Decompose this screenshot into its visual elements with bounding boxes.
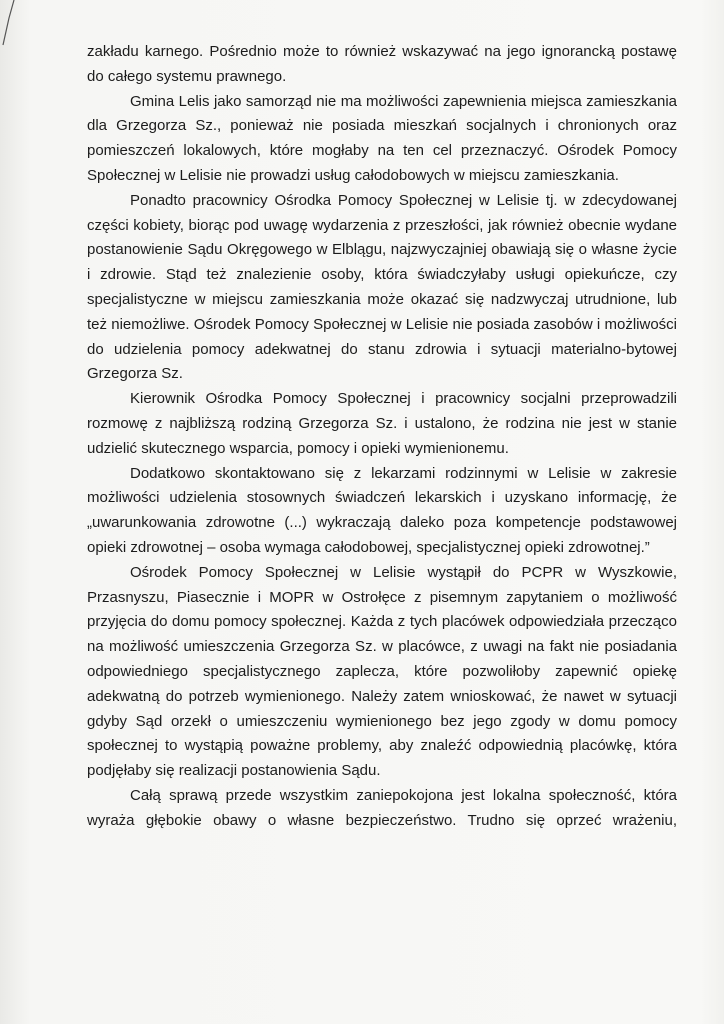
- paragraph-spolecznosc: Całą sprawą przede wszystkim zaniepokojona jest lokalna społeczność, która wyraża głębokie obawy o własne bezpieczeństwo. Trudno się oprzeć wrażeniu,: [87, 786, 677, 829]
- paragraph-gmina: Gmina Lelis jako samorząd nie ma możliwości zapewnienia miejsca zamieszkania dla Grzegorza Sz., ponieważ nie posiada mieszkań socjalnych i chronionych oraz pomieszczeń lokalowych, które mogłaby na ten cel przeznaczyć. Ośrodek Pomocy Społecznej w Lelisie nie prowadzi usług całodobowych w miejscu zamieszkania.: [87, 92, 677, 184]
- page-edge-mark: [0, 0, 30, 50]
- paragraph-lekarze: Dodatkowo skontaktowano się z lekarzami rodzinnymi w Lelisie w zakresie możliwości udzielenia stosownych świadczeń lekarskich i uzyskano informację, że „uwarunkowania zdrowotne (...) wykraczają daleko poza kompetencje podstawowej opieki zdrowotnej – osoba wymaga całodobowej, specjalistycznej opieki zdrowotnej.”: [87, 464, 677, 556]
- paragraph-pcpr: Ośrodek Pomocy Społecznej w Lelisie wystąpił do PCPR w Wyszkowie, Przasnyszu, Piasecznie i MOPR w Ostrołęce z pisemnym zapytaniem o możliwość przyjęcia do domu pomocy społecznej. Każda z tych placówek odpowiedziała przecząco na możliwość umieszczenia Grzegorza Sz. w placówce, z uwagi na fakt nie posiadania odpowiedniego specjalistycznego zaplecza, które pozwoliłoby zapewnić opiekę adekwatną do potrzeb wymienionego. Należy zatem wnioskować, że nawet w sytuacji gdyby Sąd orzekł o umieszczeniu wymienionego bez jego zgody w domu pomocy społecznej to wystąpią poważne problemy, aby znaleźć odpowiednią placówkę, która podjęłaby się realizacji postanowienia Sądu.: [87, 563, 677, 780]
- paragraph-pracownicy: Ponadto pracownicy Ośrodka Pomocy Społecznej w Lelisie tj. w zdecydowanej części kobiety, biorąc pod uwagę wydarzenia z przeszłości, jak również obecnie wydane postanowienie Sądu Okręgowego w Elblągu, najzwyczajniej obawiają się o własne życie i zdrowie. Stąd też znalezienie osoby, która świadczyłaby usługi opiekuńcze, czy specjalistyczne w miejscu zamieszkania może okazać się nadzwyczaj utrudnione, lub też niemożliwe. Ośrodek Pomocy Społecznej w Lelisie nie posiada zasobów i możliwości do udzielenia pomocy adekwatnej do stanu zdrowia i sytuacji materialno-bytowej Grzegorza Sz.: [87, 191, 677, 383]
- document-body: [87, 40, 677, 834]
- paragraph-kierownik: Kierownik Ośrodka Pomocy Społecznej i pracownicy socjalni przeprowadzili rozmowę z najbliższą rodziną Grzegorza Sz. i ustalono, że rodzina nie jest w stanie udzielić skutecznego wsparcia, pomocy i opieki wymienionemu.: [87, 390, 677, 457]
- paragraph-continuation: zakładu karnego. Pośrednio może to również wskazywać na jego ignorancką postawę do całego systemu prawnego.: [87, 43, 677, 85]
